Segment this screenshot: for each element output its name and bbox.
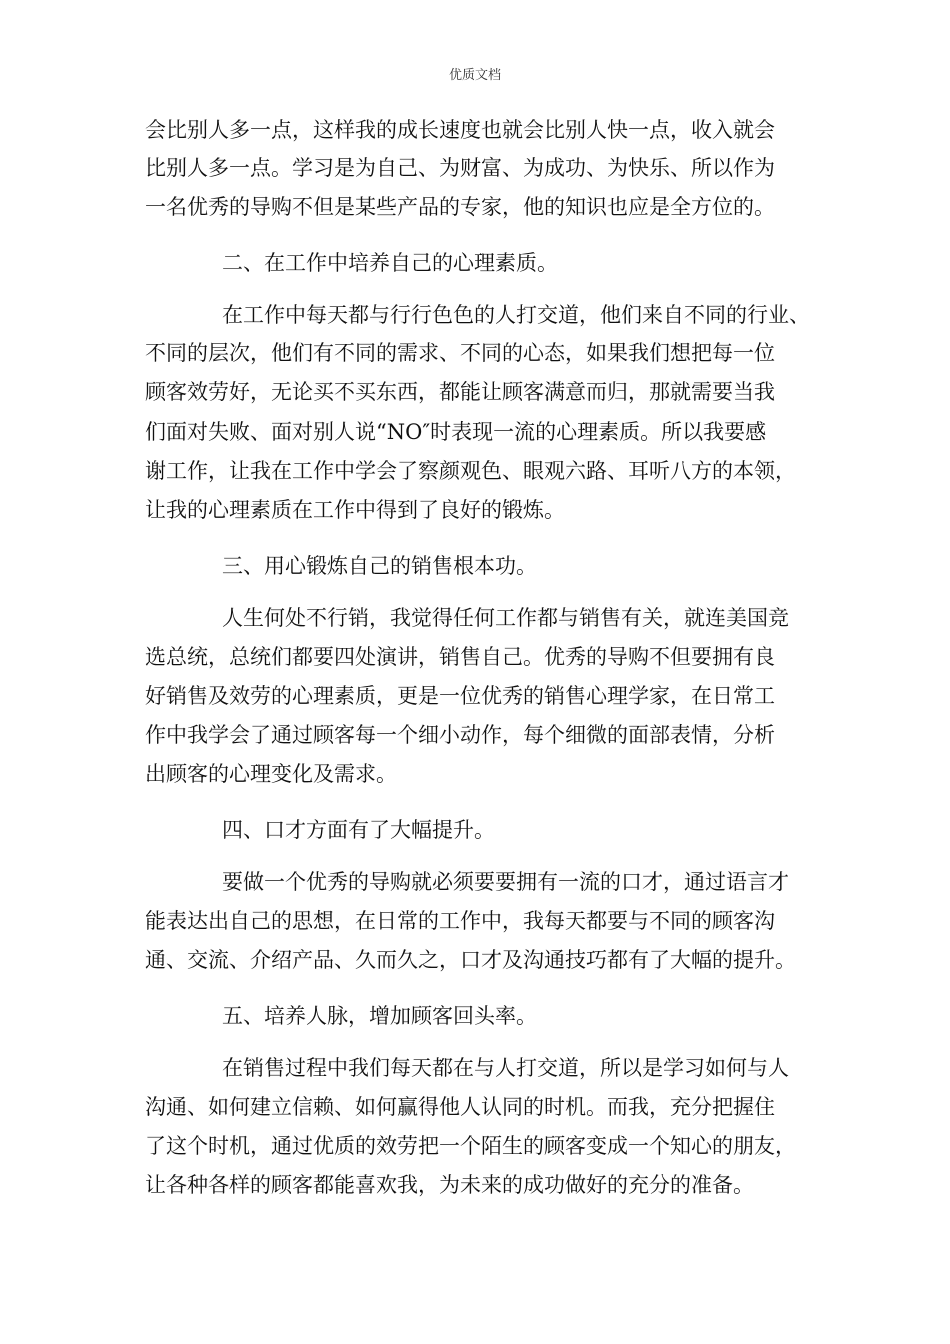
page-header: 优质文档 [448, 68, 501, 83]
text-line: 作中我学会了通过顾客每一个细小动作，每个细微的面部表情，分析 [145, 723, 775, 747]
text-line: 比别人多一点。学习是为自己、为财富、为成功、为快乐、所以作为 [145, 156, 775, 180]
section-heading: 四、口才方面有了大幅提升。 [222, 818, 495, 842]
text-line: 不同的层次，他们有不同的需求、不同的心态，如果我们想把每一位 [145, 341, 775, 365]
text-line: 让各种各样的顾客都能喜欢我，为未来的成功做好的充分的准备。 [145, 1173, 754, 1197]
text-line: 在销售过程中我们每天都在与人打交道，所以是学习如何与人 [222, 1056, 789, 1080]
text-line: 一名优秀的导购不但是某些产品的专家，他的知识也应是全方位的。 [145, 195, 775, 219]
section-heading: 五、培养人脉，增加顾客回头率。 [222, 1004, 537, 1028]
text-line: 能表达出自己的思想，在日常的工作中，我每天都要与不同的顾客沟 [145, 909, 775, 933]
section-heading: 二、在工作中培养自己的心理素质。 [222, 251, 558, 275]
text-line: 要做一个优秀的导购就必须要要拥有一流的口才，通过语言才 [222, 870, 789, 894]
text-line: 们面对失败、面对别人说“NO″时表现一流的心理素质。所以我要感 [145, 420, 767, 444]
text-line: 谢工作，让我在工作中学会了察颜观色、眼观六路、耳听八方的本领， [145, 459, 796, 483]
text-line: 人生何处不行销，我觉得任何工作都与销售有关，就连美国竞 [222, 606, 789, 630]
section-heading: 三、用心锻炼自己的销售根本功。 [222, 554, 537, 578]
text-line: 了这个时机，通过优质的效劳把一个陌生的顾客变成一个知心的朋友， [145, 1134, 796, 1158]
text-line: 选总统，总统们都要四处演讲，销售自己。优秀的导购不但要拥有良 [145, 645, 775, 669]
text-line: 沟通、如何建立信赖、如何赢得他人认同的时机。而我，充分把握住 [145, 1095, 775, 1119]
text-line: 出顾客的心理变化及需求。 [145, 762, 397, 786]
text-line: 在工作中每天都与行行色色的人打交道，他们来自不同的行业、 [222, 303, 810, 327]
text-line: 会比别人多一点，这样我的成长速度也就会比别人快一点，收入就会 [145, 118, 775, 142]
text-line: 让我的心理素质在工作中得到了良好的锻炼。 [145, 498, 565, 522]
text-line: 通、交流、介绍产品、久而久之，口才及沟通技巧都有了大幅的提升。 [145, 948, 796, 972]
text-line: 好销售及效劳的心理素质，更是一位优秀的销售心理学家，在日常工 [145, 684, 775, 708]
text-line: 顾客效劳好，无论买不买东西，都能让顾客满意而归，那就需要当我 [145, 380, 775, 404]
